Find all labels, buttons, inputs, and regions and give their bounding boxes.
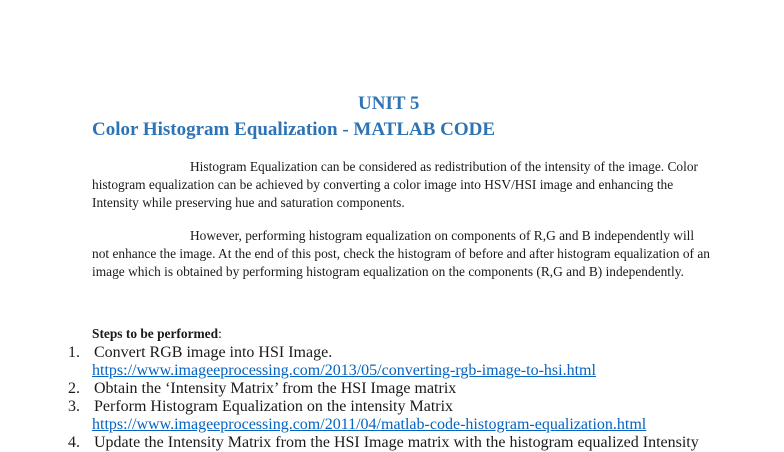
step-number: 1. [68, 344, 80, 361]
paragraph-intro-text: Histogram Equalization can be considered as redistribution of the intensity of the image. Color histogram equalization can be achieved by converting a color image into HSV/HSI image and enhancing the Intensity while preserving hue and saturation components. [92, 159, 698, 211]
step-link-row [0, 416, 784, 434]
step-item [0, 434, 784, 452]
page-heading: Color Histogram Equalization - MATLAB CODE [92, 119, 496, 140]
steps-list [0, 344, 784, 452]
steps-heading [92, 326, 222, 342]
paragraph-rgb-note [92, 227, 712, 282]
step-item [0, 398, 784, 416]
step-number: 3. [68, 398, 80, 415]
step-link-hsi[interactable]: https://www.imageeprocessing.com/2013/05/converting-rgb-image-to-hsi.html [92, 362, 596, 379]
step-item [0, 380, 784, 398]
step-link-histeq[interactable]: https://www.imageeprocessing.com/2011/04/matlab-code-histogram-equalization.html [92, 416, 647, 433]
step-text: Perform Histogram Equalization on the intensity Matrix [94, 398, 454, 415]
step-link-row [0, 362, 784, 380]
unit-title: UNIT 5 [358, 93, 420, 114]
step-text: Convert RGB image into HSI Image. [94, 344, 333, 361]
paragraph-rgb-note-text: However, performing histogram equalization on components of R,G and B independently will not enhance the image. At the end of this post, check the histogram of before and after histogram equalization of an image which is obtained by performing histogram equalization on the components (R,G and B) independently. [92, 228, 710, 280]
steps-label: Steps to be performed [92, 326, 219, 341]
step-text: Obtain the ‘Intensity Matrix’ from the HSI Image matrix [94, 380, 457, 397]
step-number: 2. [68, 380, 80, 397]
step-text: Update the Intensity Matrix from the HSI Image matrix with the histogram equalized Intensity [94, 434, 699, 451]
step-number: 4. [68, 434, 80, 451]
steps-colon: : [218, 326, 222, 341]
step-item [0, 344, 784, 362]
paragraph-intro [92, 158, 712, 213]
